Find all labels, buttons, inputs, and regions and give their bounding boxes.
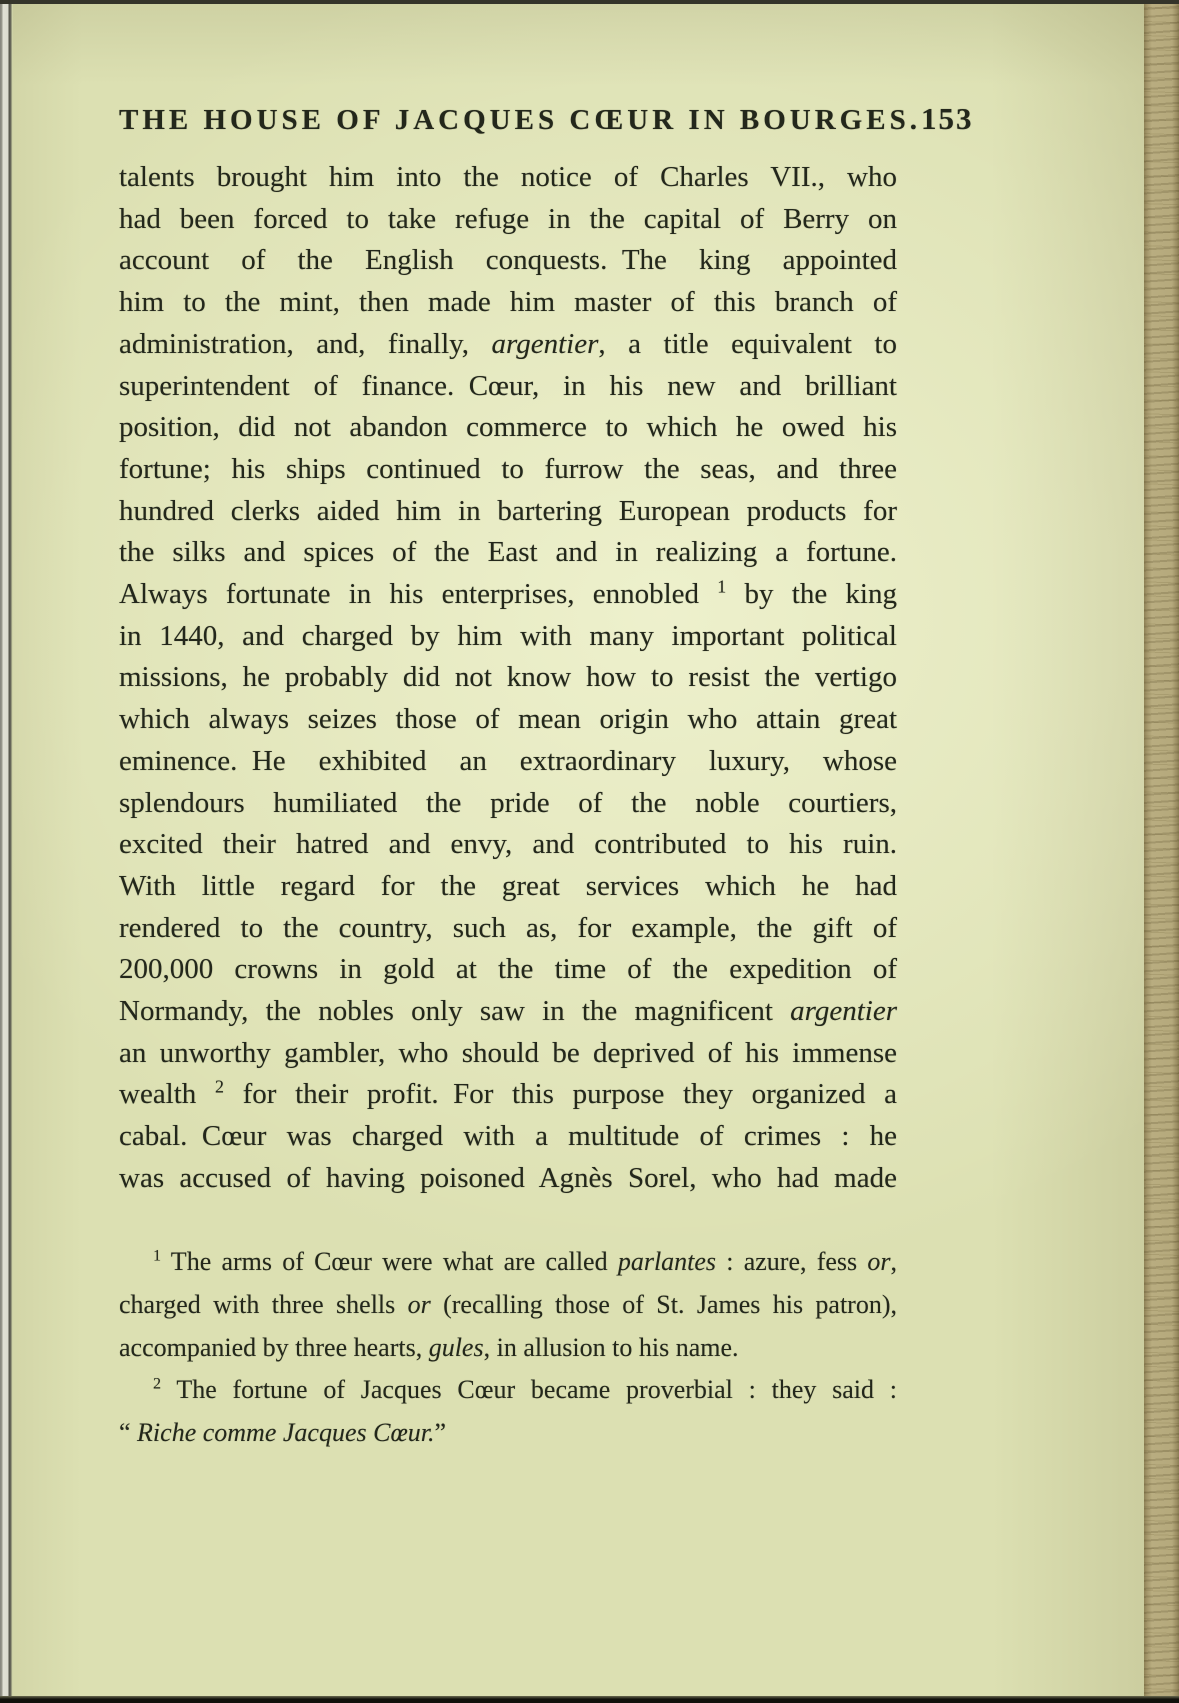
text-segment: , a title equivalent to [598, 327, 897, 360]
italic-term: parlantes [617, 1247, 717, 1276]
body-line [119, 616, 897, 658]
footnote-line [119, 1412, 897, 1455]
text-segment: him to the mint, then made him master of this branch of [119, 286, 897, 319]
body-line [119, 741, 897, 783]
italic-term: Riche comme Jacques Cœur. [137, 1418, 435, 1448]
body-line [119, 449, 897, 491]
italic-term: argentier [491, 327, 599, 360]
body-line [119, 1033, 897, 1075]
body-text [119, 157, 897, 1200]
page-content [119, 0, 974, 1703]
body-line [119, 491, 897, 533]
footnote-reference: 2 [153, 1375, 162, 1393]
text-segment: eminence. He exhibited an extraordinary luxury, whose [119, 744, 897, 777]
body-line [119, 657, 897, 699]
text-segment: account of the English conquests. The king appointed [119, 244, 897, 277]
italic-term: or [867, 1247, 891, 1276]
body-line [119, 532, 897, 574]
footnote-line [119, 1327, 897, 1370]
text-segment: “ [119, 1418, 138, 1448]
body-line [119, 199, 897, 241]
text-segment: excited their hatred and envy, and contributed to his ruin. [119, 828, 897, 861]
text-segment: 200,000 crowns in gold at the time of the expedition of [119, 953, 897, 986]
body-line [119, 783, 897, 825]
text-segment: was accused of having poisoned Agnès Sorel, who had made [119, 1161, 897, 1194]
body-line [119, 574, 897, 616]
text-segment: (recalling those of St. James his patron), [430, 1289, 897, 1319]
text-segment: superintendent of finance. Cœur, in his new and brilliant [119, 369, 897, 402]
text-segment: cabal. Cœur was charged with a multitude of crimes : he [119, 1120, 897, 1153]
text-segment: accompanied by three hearts, [119, 1332, 429, 1362]
text-segment: position, did not abandon commerce to which he owed his [119, 411, 897, 444]
text-segment: missions, he probably did not know how to resist the vertigo [119, 661, 897, 694]
body-line [119, 366, 897, 408]
text-segment: , [890, 1247, 897, 1276]
text-segment: ” [434, 1418, 447, 1448]
text-segment: administration, and, finally, [119, 327, 492, 360]
footnote-reference: 1 [717, 576, 727, 597]
text-segment: had been forced to take refuge in the capital of Berry on [119, 202, 897, 235]
body-line [119, 949, 897, 991]
page-left-edge [0, 0, 13, 1703]
text-segment: With little regard for the great services which he had [119, 869, 897, 902]
footnote-line [119, 1241, 897, 1284]
body-line [119, 699, 897, 741]
footnote-reference: 2 [214, 1076, 224, 1097]
text-segment: Normandy, the nobles only saw in the magnificent [119, 995, 791, 1028]
body-line [119, 1158, 897, 1200]
text-segment: by the king [726, 578, 897, 611]
text-segment: charged with three shells [119, 1289, 408, 1319]
text-segment: The arms of Cœur were what are called [161, 1247, 618, 1276]
body-line [119, 866, 897, 908]
text-segment: splendours humiliated the pride of the noble courtiers, [119, 786, 897, 819]
footnote-line [119, 1369, 897, 1412]
body-line [119, 282, 897, 324]
running-header [119, 101, 974, 137]
text-segment: fortune; his ships continued to furrow the seas, and three [119, 452, 897, 485]
text-segment: : azure, fess [716, 1247, 868, 1276]
book-page-stack-edge [1144, 0, 1179, 1703]
body-line [119, 1074, 897, 1116]
italic-term: argentier [790, 995, 897, 1028]
text-segment: Always fortunate in his enterprises, ennobled [119, 578, 718, 611]
body-line [119, 991, 897, 1033]
body-line [119, 407, 897, 449]
text-segment: for their profit. For this purpose they organized a [223, 1078, 897, 1111]
text-segment: wealth [119, 1078, 215, 1111]
body-line [119, 324, 897, 366]
text-segment: hundred clerks aided him in bartering European products for [119, 494, 897, 527]
body-line [119, 240, 897, 282]
text-segment: talents brought him into the notice of Charles VII., who [119, 161, 897, 193]
text-segment: in 1440, and charged by him with many important political [119, 619, 897, 652]
body-line [119, 157, 897, 199]
page-number: 153 [920, 101, 974, 136]
footnote-reference: 1 [153, 1247, 162, 1265]
italic-term: gules [428, 1332, 484, 1362]
text-segment: The fortune of Jacques Cœur became proverbial : they said : [161, 1375, 897, 1405]
text-segment: rendered to the country, such as, for example, the gift of [119, 911, 897, 944]
footnotes [119, 1241, 897, 1455]
footnote-line [119, 1284, 897, 1327]
body-line [119, 824, 897, 866]
text-segment: which always seizes those of mean origin who attain great [119, 703, 897, 736]
text-segment: the silks and spices of the East and in realizing a fortune. [119, 536, 897, 569]
text-segment: an unworthy gambler, who should be deprived of his immense [119, 1036, 897, 1069]
body-line [119, 908, 897, 950]
text-segment: , in allusion to his name. [483, 1332, 739, 1362]
chapter-title: THE HOUSE OF JACQUES CŒUR IN BOURGES. [119, 104, 921, 136]
italic-term: or [407, 1289, 431, 1319]
body-line [119, 1116, 897, 1158]
